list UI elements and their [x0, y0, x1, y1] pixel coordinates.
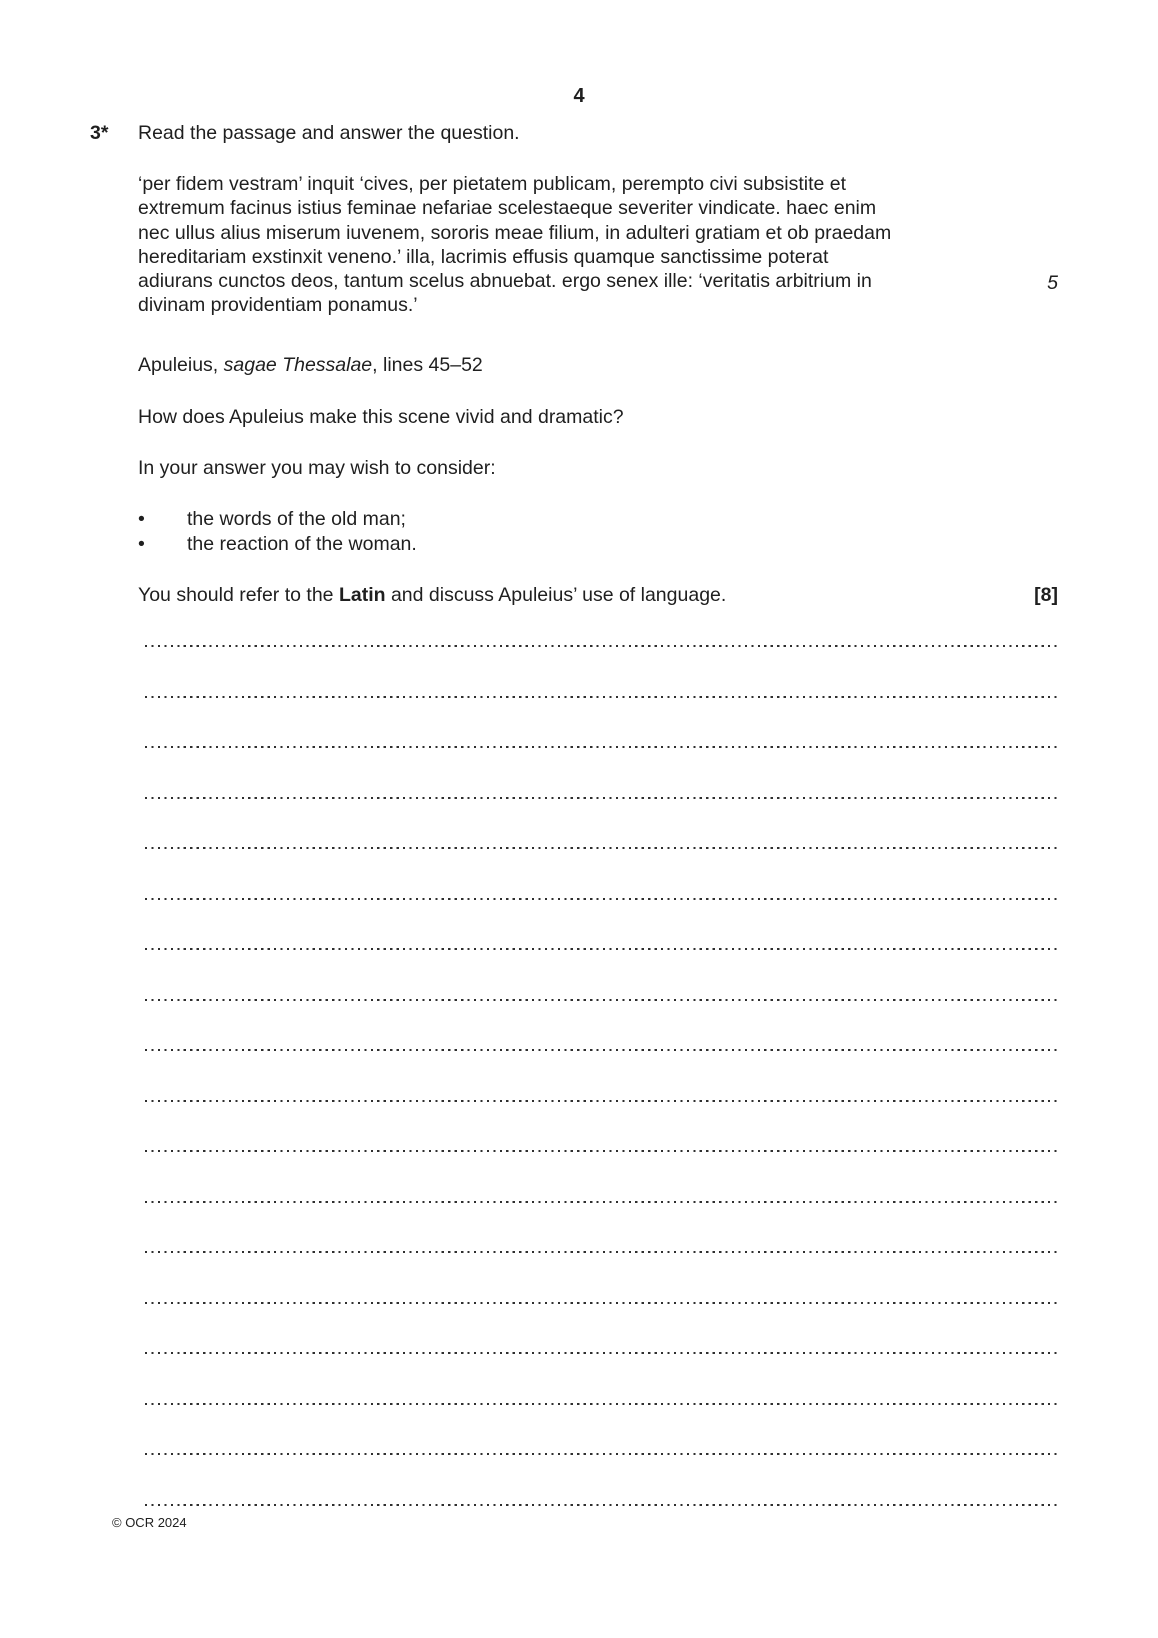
answer-line: [145, 799, 1058, 850]
answer-line: [145, 647, 1058, 698]
consider-intro: In your answer you may wish to consider:: [138, 456, 496, 479]
attribution-author: Apuleius,: [138, 353, 224, 376]
marks-badge: [8]: [1034, 584, 1058, 607]
answer-line: [145, 748, 1058, 799]
question-header: [90, 121, 1058, 145]
passage-line-1: ‘per fidem vestram’ inquit ‘cives, per pietatem publicam, perempto civi subsistite et: [138, 173, 847, 195]
passage-line-6: divinam providentiam ponamus.’: [138, 294, 418, 317]
refer-post: and discuss Apuleius’ use of language.: [385, 584, 727, 607]
bullet-text: the words of the old man;: [187, 507, 406, 530]
answer-line: [145, 607, 1058, 647]
consider-bullet-list: [138, 507, 1058, 558]
question-instruction: Read the passage and answer the question.: [138, 122, 520, 144]
passage-line-4: hereditariam exstinxit veneno.’ illa, lacrimis effusis quamque sanctissime poterat: [138, 245, 829, 268]
refer-pre: You should refer to the: [138, 584, 339, 607]
answer-line: [145, 1203, 1058, 1254]
answer-line: [145, 1405, 1058, 1456]
answer-line: [145, 950, 1058, 1001]
page-content: [0, 121, 1158, 1506]
passage-line-2: extremum facinus istius feminae nefariae scelestaeque severiter vindicate. haec enim: [138, 197, 877, 220]
passage-line-number: 5: [1047, 272, 1058, 294]
answer-line: [145, 1001, 1058, 1052]
refer-row: [138, 583, 1058, 607]
attribution-work-title: sagae Thessalae: [223, 353, 373, 376]
answer-line: [145, 1354, 1058, 1405]
bullet-icon: •: [138, 533, 145, 556]
passage-attribution: [138, 353, 1058, 377]
bullet-item-2: [138, 532, 1058, 557]
answer-line: [145, 1304, 1058, 1355]
bullet-item-1: [138, 507, 1058, 532]
answer-line: [145, 900, 1058, 951]
question-number: 3*: [90, 122, 109, 144]
latin-passage: [138, 172, 1058, 318]
answer-lines-area: [145, 607, 1058, 1506]
question-prompt: How does Apuleius make this scene vivid and dramatic?: [138, 405, 624, 428]
page-number: 4: [573, 85, 585, 107]
answer-line: [145, 1051, 1058, 1102]
bullet-icon: •: [138, 507, 145, 530]
answer-line: [145, 1455, 1058, 1506]
passage-lines: [138, 172, 1058, 318]
passage-line-3: nec ullus alius miserum iuvenem, sororis meae filium, in adulteri gratiam et ob praedam: [138, 221, 892, 244]
answer-line: [145, 1152, 1058, 1203]
answer-line: [145, 698, 1058, 749]
attribution-lines: , lines 45–52: [372, 353, 483, 376]
passage-line-5: adiurans cunctos deos, tantum scelus abnuebat. ergo senex ille: ‘veritatis arbitrium in: [138, 270, 872, 293]
answer-line: [145, 849, 1058, 900]
copyright-footer: © OCR 2024: [112, 1515, 187, 1530]
answer-line: [145, 1253, 1058, 1304]
refer-latin-bold: Latin: [338, 584, 386, 607]
refer-instruction: [138, 583, 726, 607]
bullet-text: the reaction of the woman.: [187, 533, 417, 556]
answer-line: [145, 1102, 1058, 1153]
